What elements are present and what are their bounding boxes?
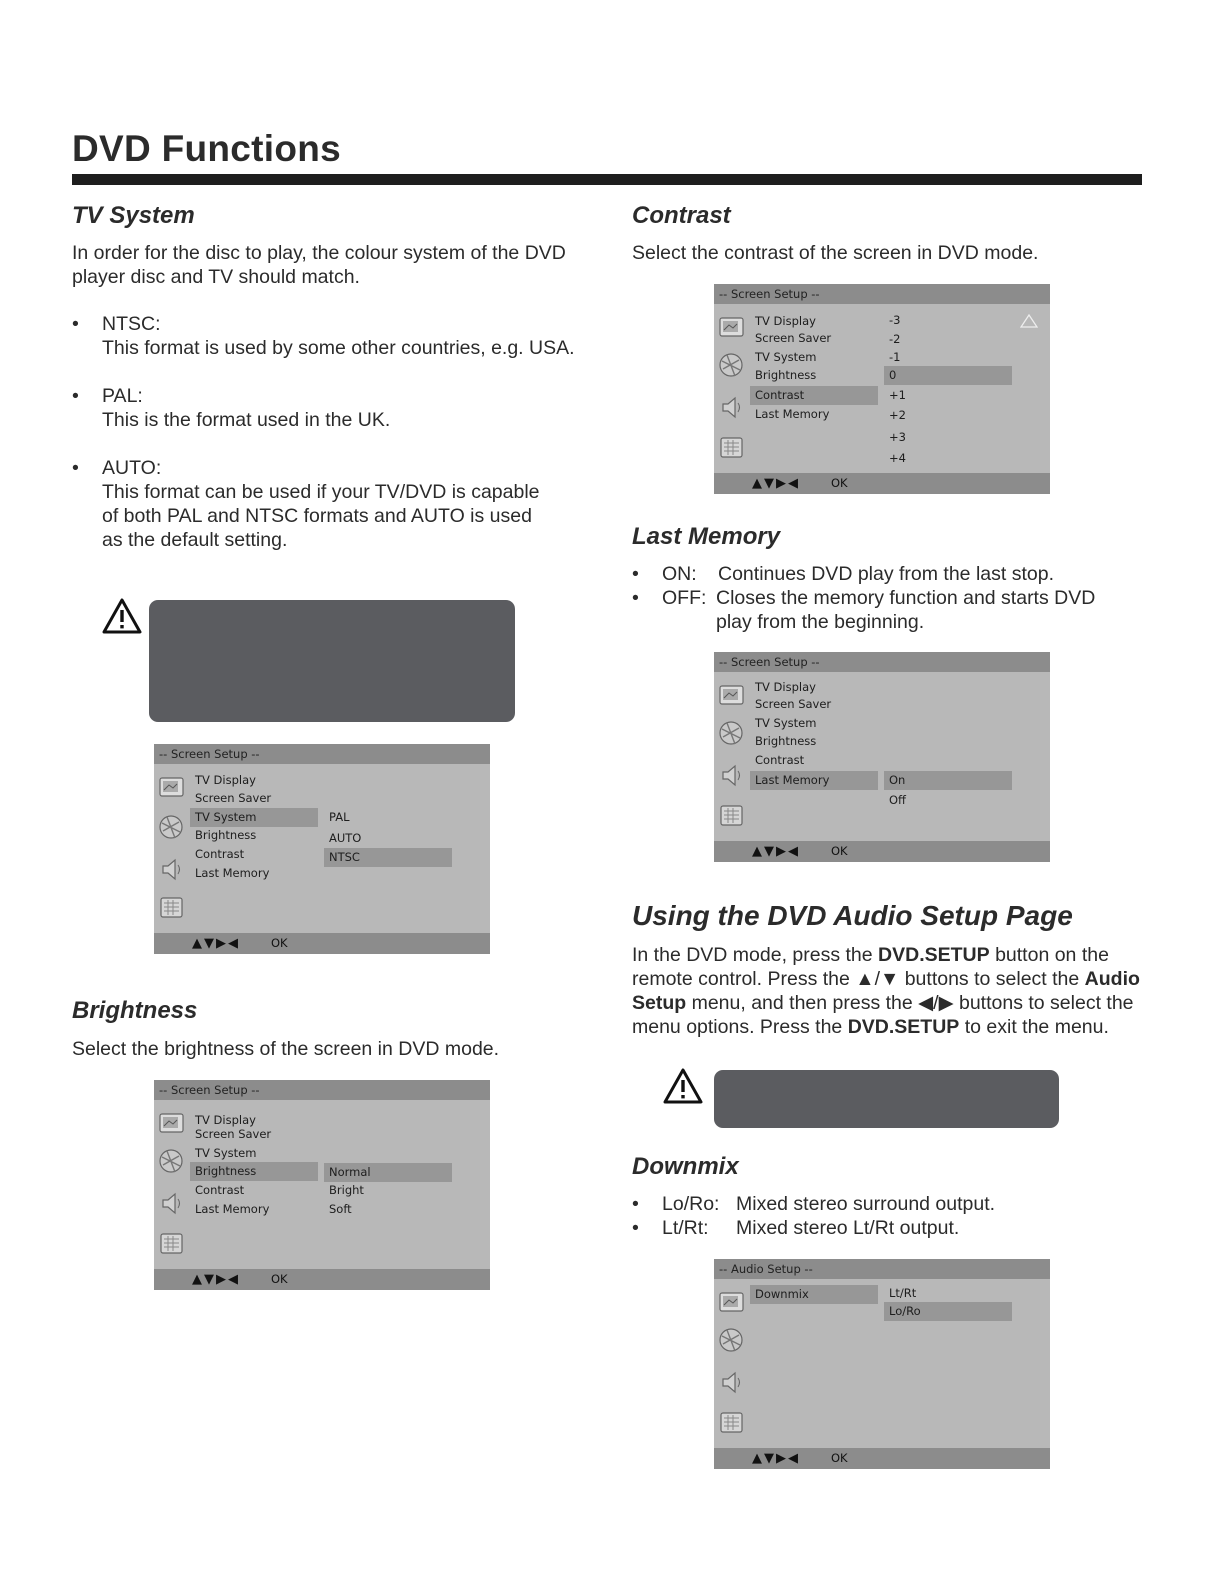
bullet-label: NTSC:: [102, 313, 161, 335]
ok-label: OK: [831, 1451, 848, 1465]
option-item[interactable]: Soft: [329, 1202, 352, 1216]
note-box: [714, 1070, 1059, 1128]
nav-arrows-icon: ▲▼▶◀: [192, 1272, 240, 1287]
osd-footer: [714, 473, 1050, 494]
menu-item[interactable]: TV System: [755, 716, 817, 730]
menu-item[interactable]: Screen Saver: [755, 331, 832, 345]
bullet-label: • OFF:: [662, 587, 707, 609]
menu-item-selected[interactable]: TV System: [190, 808, 318, 827]
option-item[interactable]: +1: [889, 388, 906, 402]
brightness-text: Select the brightness of the screen in DVD mode.: [72, 1038, 500, 1060]
list-item: [72, 312, 602, 360]
ok-label: OK: [271, 936, 288, 950]
option-item-selected[interactable]: Normal: [324, 1163, 452, 1182]
grid-icon: [718, 1409, 745, 1436]
ok-label: OK: [831, 476, 848, 490]
speaker-icon: [718, 394, 745, 421]
text-run: button on the remote control. Press the: [632, 944, 1109, 990]
menu-item-selected[interactable]: Last Memory: [750, 771, 878, 790]
option-item[interactable]: -3: [889, 313, 901, 327]
grid-icon: [718, 802, 745, 829]
osd-footer: [154, 933, 490, 954]
option-item[interactable]: -1: [889, 350, 901, 364]
menu-item[interactable]: Contrast: [755, 753, 805, 767]
menu-item[interactable]: TV System: [195, 1146, 257, 1160]
menu-item-selected[interactable]: Contrast: [750, 386, 878, 405]
list-item: [632, 586, 1132, 634]
tv-display-icon: [158, 774, 185, 801]
osd-header: -- Screen Setup --: [714, 284, 1050, 304]
menu-item[interactable]: TV System: [755, 350, 817, 364]
tv-display-icon: [718, 314, 745, 341]
list-item: [632, 1192, 1132, 1216]
audio-setup-text: [632, 943, 1142, 1039]
last-memory-heading: Last Memory: [632, 523, 781, 550]
nav-arrows-icon: ▲▼▶◀: [752, 1451, 800, 1466]
menu-item[interactable]: Contrast: [195, 847, 245, 861]
osd-brightness: [154, 1080, 490, 1290]
menu-item[interactable]: Brightness: [755, 734, 817, 748]
dvd-setup-label: DVD.SETUP: [847, 1016, 960, 1038]
osd-header: -- Screen Setup --: [154, 1080, 490, 1100]
option-item[interactable]: Bright: [329, 1183, 364, 1197]
menu-item-selected[interactable]: Downmix: [750, 1285, 878, 1304]
left-right-arrows-icon: ◀/▶: [918, 992, 954, 1014]
tv-display-icon: [718, 1289, 745, 1316]
downmix-heading: Downmix: [632, 1153, 739, 1180]
disc-icon: [718, 1327, 745, 1354]
text-run: to exit the menu.: [959, 1016, 1109, 1038]
option-item[interactable]: Off: [889, 793, 906, 807]
speaker-icon: [158, 1190, 185, 1217]
menu-item[interactable]: Brightness: [755, 368, 817, 382]
disc-icon: [158, 814, 185, 841]
title-rule: [72, 174, 1142, 185]
bullet-label: Lt/Rt:: [662, 1217, 709, 1239]
up-down-arrows-icon: ▲/▼: [855, 968, 900, 990]
list-item: [632, 1216, 1132, 1240]
warning-icon: [102, 598, 142, 634]
text-run: buttons to select the menu options. Press the: [632, 992, 1134, 1038]
bullet-text: Closes the memory function and starts DVD play from the beginning.: [716, 587, 1096, 633]
list-item: [72, 456, 602, 552]
option-item[interactable]: -2: [889, 332, 901, 346]
note-box: [149, 600, 515, 722]
nav-arrows-icon: ▲▼▶◀: [752, 844, 800, 859]
osd-header: -- Screen Setup --: [154, 744, 490, 764]
option-item[interactable]: PAL: [329, 810, 350, 824]
nav-arrows-icon: ▲▼▶◀: [192, 936, 240, 951]
disc-icon: [718, 720, 745, 747]
list-item: [632, 562, 1132, 586]
menu-item[interactable]: Last Memory: [195, 866, 270, 880]
tv-system-list: [72, 312, 602, 552]
menu-item[interactable]: Screen Saver: [195, 791, 272, 805]
menu-item-selected[interactable]: Brightness: [190, 1162, 318, 1181]
option-item-selected[interactable]: On: [884, 771, 1012, 790]
menu-item[interactable]: TV Display: [755, 314, 816, 328]
bullet-text: Mixed stereo surround output.: [736, 1193, 996, 1215]
disc-icon: [718, 352, 745, 379]
option-item[interactable]: +3: [889, 430, 906, 444]
contrast-heading: Contrast: [632, 202, 731, 229]
contrast-text: Select the contrast of the screen in DVD mode.: [632, 242, 1039, 264]
menu-item[interactable]: Contrast: [195, 1183, 245, 1197]
downmix-list: [632, 1192, 1132, 1240]
osd-audio-setup: [714, 1259, 1050, 1469]
audio-setup-heading: Using the DVD Audio Setup Page: [632, 900, 1073, 931]
text-run: In the DVD mode, press the: [632, 944, 879, 966]
bullet-label: ON:: [662, 563, 697, 585]
option-item[interactable]: +4: [889, 451, 906, 465]
grid-icon: [158, 1230, 185, 1257]
osd-header: -- Screen Setup --: [714, 652, 1050, 672]
osd-tv-system: [154, 744, 490, 954]
tv-display-icon: [718, 682, 745, 709]
speaker-icon: [718, 762, 745, 789]
tv-system-intro: In order for the disc to play, the colour system of the DVD player disc and TV should match.: [72, 242, 566, 288]
nav-arrows-icon: ▲▼▶◀: [752, 476, 800, 491]
ok-label: OK: [831, 844, 848, 858]
option-item[interactable]: Lt/Rt: [889, 1286, 917, 1300]
bullet-label: AUTO:: [102, 457, 162, 479]
bullet-text: This format is used by some other countries, e.g. USA.: [102, 337, 575, 359]
last-memory-list: [632, 562, 1132, 634]
brightness-heading: Brightness: [72, 997, 198, 1024]
speaker-icon: [718, 1369, 745, 1396]
bullet-text: Mixed stereo Lt/Rt output.: [736, 1217, 960, 1239]
audio-setup-label: Audio Setup: [632, 968, 1140, 1014]
osd-header: -- Audio Setup --: [714, 1259, 1050, 1279]
option-item[interactable]: AUTO: [329, 831, 362, 845]
disc-icon: [158, 1148, 185, 1175]
menu-item[interactable]: Screen Saver: [195, 1127, 272, 1141]
ok-label: OK: [271, 1272, 288, 1286]
grid-icon: [158, 894, 185, 921]
osd-last-memory: [714, 652, 1050, 862]
menu-item[interactable]: Screen Saver: [755, 697, 832, 711]
menu-item[interactable]: TV Display: [195, 773, 256, 787]
bullet-text: This format can be used if your TV/DVD is capable of both PAL and NTSC formats and AUTO is used as the default setting.: [102, 481, 540, 551]
text-run: buttons to select the: [899, 968, 1085, 990]
option-item-selected[interactable]: 0: [884, 366, 1012, 385]
osd-footer: [714, 1448, 1050, 1469]
osd-footer: [154, 1269, 490, 1290]
speaker-icon: [158, 856, 185, 883]
menu-item[interactable]: TV Display: [195, 1113, 256, 1127]
tv-display-icon: [158, 1110, 185, 1137]
osd-contrast: [714, 284, 1050, 494]
bullet-text: This is the format used in the UK.: [102, 409, 391, 431]
page-title: DVD Functions: [72, 128, 342, 169]
grid-icon: [718, 434, 745, 461]
menu-item[interactable]: Last Memory: [755, 407, 830, 421]
scroll-up-icon[interactable]: [1020, 314, 1038, 328]
warning-icon: [663, 1068, 703, 1104]
option-item-selected[interactable]: NTSC: [324, 848, 452, 867]
tv-system-heading: TV System: [72, 202, 195, 229]
bullet-label: Lo/Ro:: [662, 1193, 720, 1215]
menu-item[interactable]: Last Memory: [195, 1202, 270, 1216]
dvd-setup-label: DVD.SETUP: [878, 944, 990, 966]
bullet-text: Continues DVD play from the last stop.: [718, 563, 1054, 585]
menu-item[interactable]: Brightness: [195, 828, 257, 842]
bullet-label: PAL:: [102, 385, 143, 407]
osd-footer: [714, 841, 1050, 862]
option-item[interactable]: +2: [889, 408, 906, 422]
text-run: menu, and then press the: [686, 992, 919, 1014]
list-item: [72, 384, 602, 432]
option-item-selected[interactable]: Lo/Ro: [884, 1302, 1012, 1321]
menu-item[interactable]: TV Display: [755, 680, 816, 694]
